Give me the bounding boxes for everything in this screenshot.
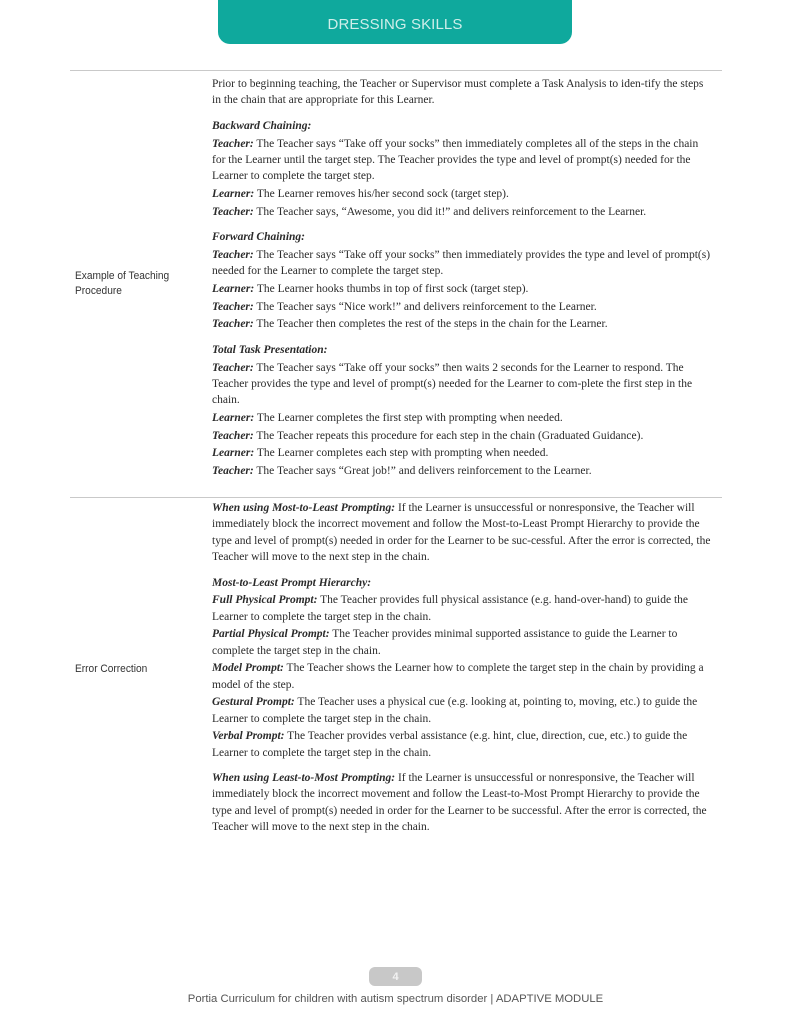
backward-chaining-heading: Backward Chaining:	[212, 119, 312, 132]
dialogue-line	[212, 186, 712, 202]
prompt-item	[212, 660, 712, 693]
speaker: Teacher:	[212, 361, 254, 374]
dialogue-line	[212, 299, 712, 315]
speaker: Learner:	[212, 447, 255, 460]
prompt-item	[212, 592, 712, 625]
prompt-text: The Teacher shows the Learner how to complete the target step in the chain by providing a model of the step.	[212, 662, 704, 691]
top-divider	[70, 70, 722, 71]
prompt-text: The Teacher provides minimal supported assistance to guide the Learner to complete the target step in the chain.	[212, 628, 678, 657]
dialogue-line	[212, 136, 712, 185]
line-text: The Learner completes the first step with prompting when needed.	[254, 412, 563, 425]
prompt-name: Verbal Prompt:	[212, 730, 285, 743]
line-text: The Learner completes each step with prompting when needed.	[254, 447, 549, 460]
speaker: Teacher:	[212, 465, 254, 478]
teaching-procedure-label: Example of Teaching Procedure	[75, 270, 170, 297]
speaker: Teacher:	[212, 249, 254, 262]
speaker: Teacher:	[212, 137, 254, 150]
line-text: The Learner removes his/her second sock (target step).	[254, 187, 509, 200]
least-to-most-paragraph	[212, 770, 712, 835]
teaching-procedure-content	[212, 76, 712, 481]
dialogue-line	[212, 281, 712, 297]
line-text: The Teacher says, “Awesome, you did it!” and delivers reinforcement to the Learner.	[253, 205, 647, 218]
page-number: 4	[392, 970, 399, 983]
line-text: The Teacher says “Nice work!” and delivers reinforcement to the Learner.	[253, 300, 597, 313]
dialogue-line	[212, 410, 712, 426]
paragraph-text: If the Learner is unsuccessful or nonresponsive, the Teacher will immediately block the incorrect movement and follow the Least-to-Most Prompt Hierarchy to provide the type and level of prompt(s) needed in order for the Learner to be successful. After the error is corrected, the Teacher will move to the next step in the chain.	[212, 772, 707, 834]
section-divider	[70, 497, 722, 498]
dialogue-line	[212, 445, 712, 461]
error-correction-content	[212, 500, 712, 837]
intro-paragraph: Prior to beginning teaching, the Teacher or Supervisor must complete a Task Analysis to iden-tify the steps in the chain that are appropriate for this Learner.	[212, 78, 704, 107]
prompt-text: The Teacher provides verbal assistance (e.g. hint, clue, direction, cue, etc.) to guide the Learner to complete the target step in the chain.	[212, 730, 688, 759]
page-number-badge	[369, 967, 422, 986]
most-to-least-paragraph	[212, 500, 712, 565]
prompt-item	[212, 626, 712, 659]
paragraph-lead: When using Least-to-Most Prompting:	[212, 772, 396, 785]
prompt-name: Partial Physical Prompt:	[212, 628, 330, 641]
dialogue-line	[212, 428, 712, 444]
total-task-heading: Total Task Presentation:	[212, 344, 328, 357]
prompt-item	[212, 728, 712, 761]
line-text: The Teacher says “Great job!” and delivers reinforcement to the Learner.	[253, 465, 592, 478]
line-text: The Teacher says “Take off your socks” then immediately provides the type and level of prompt(s) needed for the Learner to complete the target step.	[212, 249, 711, 278]
line-text: The Teacher repeats this procedure for each step in the chain (Graduated Guidance).	[253, 429, 644, 442]
prompt-name: Full Physical Prompt:	[212, 594, 318, 607]
speaker: Teacher:	[212, 300, 254, 313]
header-tab	[218, 0, 572, 44]
dialogue-line	[212, 316, 712, 332]
speaker: Learner:	[212, 187, 255, 200]
prompt-text: The Teacher provides full physical assistance (e.g. hand-over-hand) to guide the Learner to complete the target step in the chain.	[212, 594, 688, 623]
dialogue-line	[212, 204, 712, 220]
dialogue-line	[212, 360, 712, 409]
prompt-name: Model Prompt:	[212, 662, 284, 675]
error-correction-label: Error Correction	[75, 663, 148, 675]
prompt-name: Gestural Prompt:	[212, 696, 295, 709]
speaker: Teacher:	[212, 205, 254, 218]
line-text: The Teacher then completes the rest of the steps in the chain for the Learner.	[253, 318, 608, 331]
page-title: DRESSING SKILLS	[327, 16, 463, 33]
line-text: The Teacher says “Take off your socks” then immediately completes all of the steps in the chain for the Learner until the target step. The Teacher provides the type and level of prompt(s) needed for the Learner to complete the target step.	[212, 137, 699, 183]
speaker: Learner:	[212, 412, 255, 425]
speaker: Teacher:	[212, 429, 254, 442]
paragraph-text: If the Learner is unsuccessful or nonresponsive, the Teacher will immediately block the incorrect movement and follow the Most-to-Least Prompt Hierarchy to provide the type and level of prompt(s) needed in order for the Learner to be suc-cessful. After the error is corrected, the Teacher will move to the next step in the chain.	[212, 502, 711, 563]
forward-chaining-heading: Forward Chaining:	[212, 231, 305, 244]
prompt-text: The Teacher uses a physical cue (e.g. looking at, pointing to, moving, etc.) to guide the Learner to complete the target step in the chain.	[212, 696, 698, 725]
dialogue-line	[212, 463, 712, 479]
prompt-hierarchy-heading: Most-to-Least Prompt Hierarchy:	[212, 576, 372, 589]
line-text: The Teacher says “Take off your socks” then waits 2 seconds for the Learner to respond. The Teacher provides the type and level of prompt(s) needed for the Learner to com-plete the first step in the chain.	[212, 361, 693, 407]
speaker: Learner:	[212, 283, 255, 295]
paragraph-lead: When using Most-to-Least Prompting:	[212, 502, 396, 514]
prompt-item	[212, 694, 712, 727]
line-text: The Learner hooks thumbs in top of first sock (target step).	[254, 283, 529, 295]
footer-text: Portia Curriculum for children with autism spectrum disorder | ADAPTIVE MODULE	[187, 993, 604, 1005]
speaker: Teacher:	[212, 318, 254, 331]
dialogue-line	[212, 247, 712, 280]
